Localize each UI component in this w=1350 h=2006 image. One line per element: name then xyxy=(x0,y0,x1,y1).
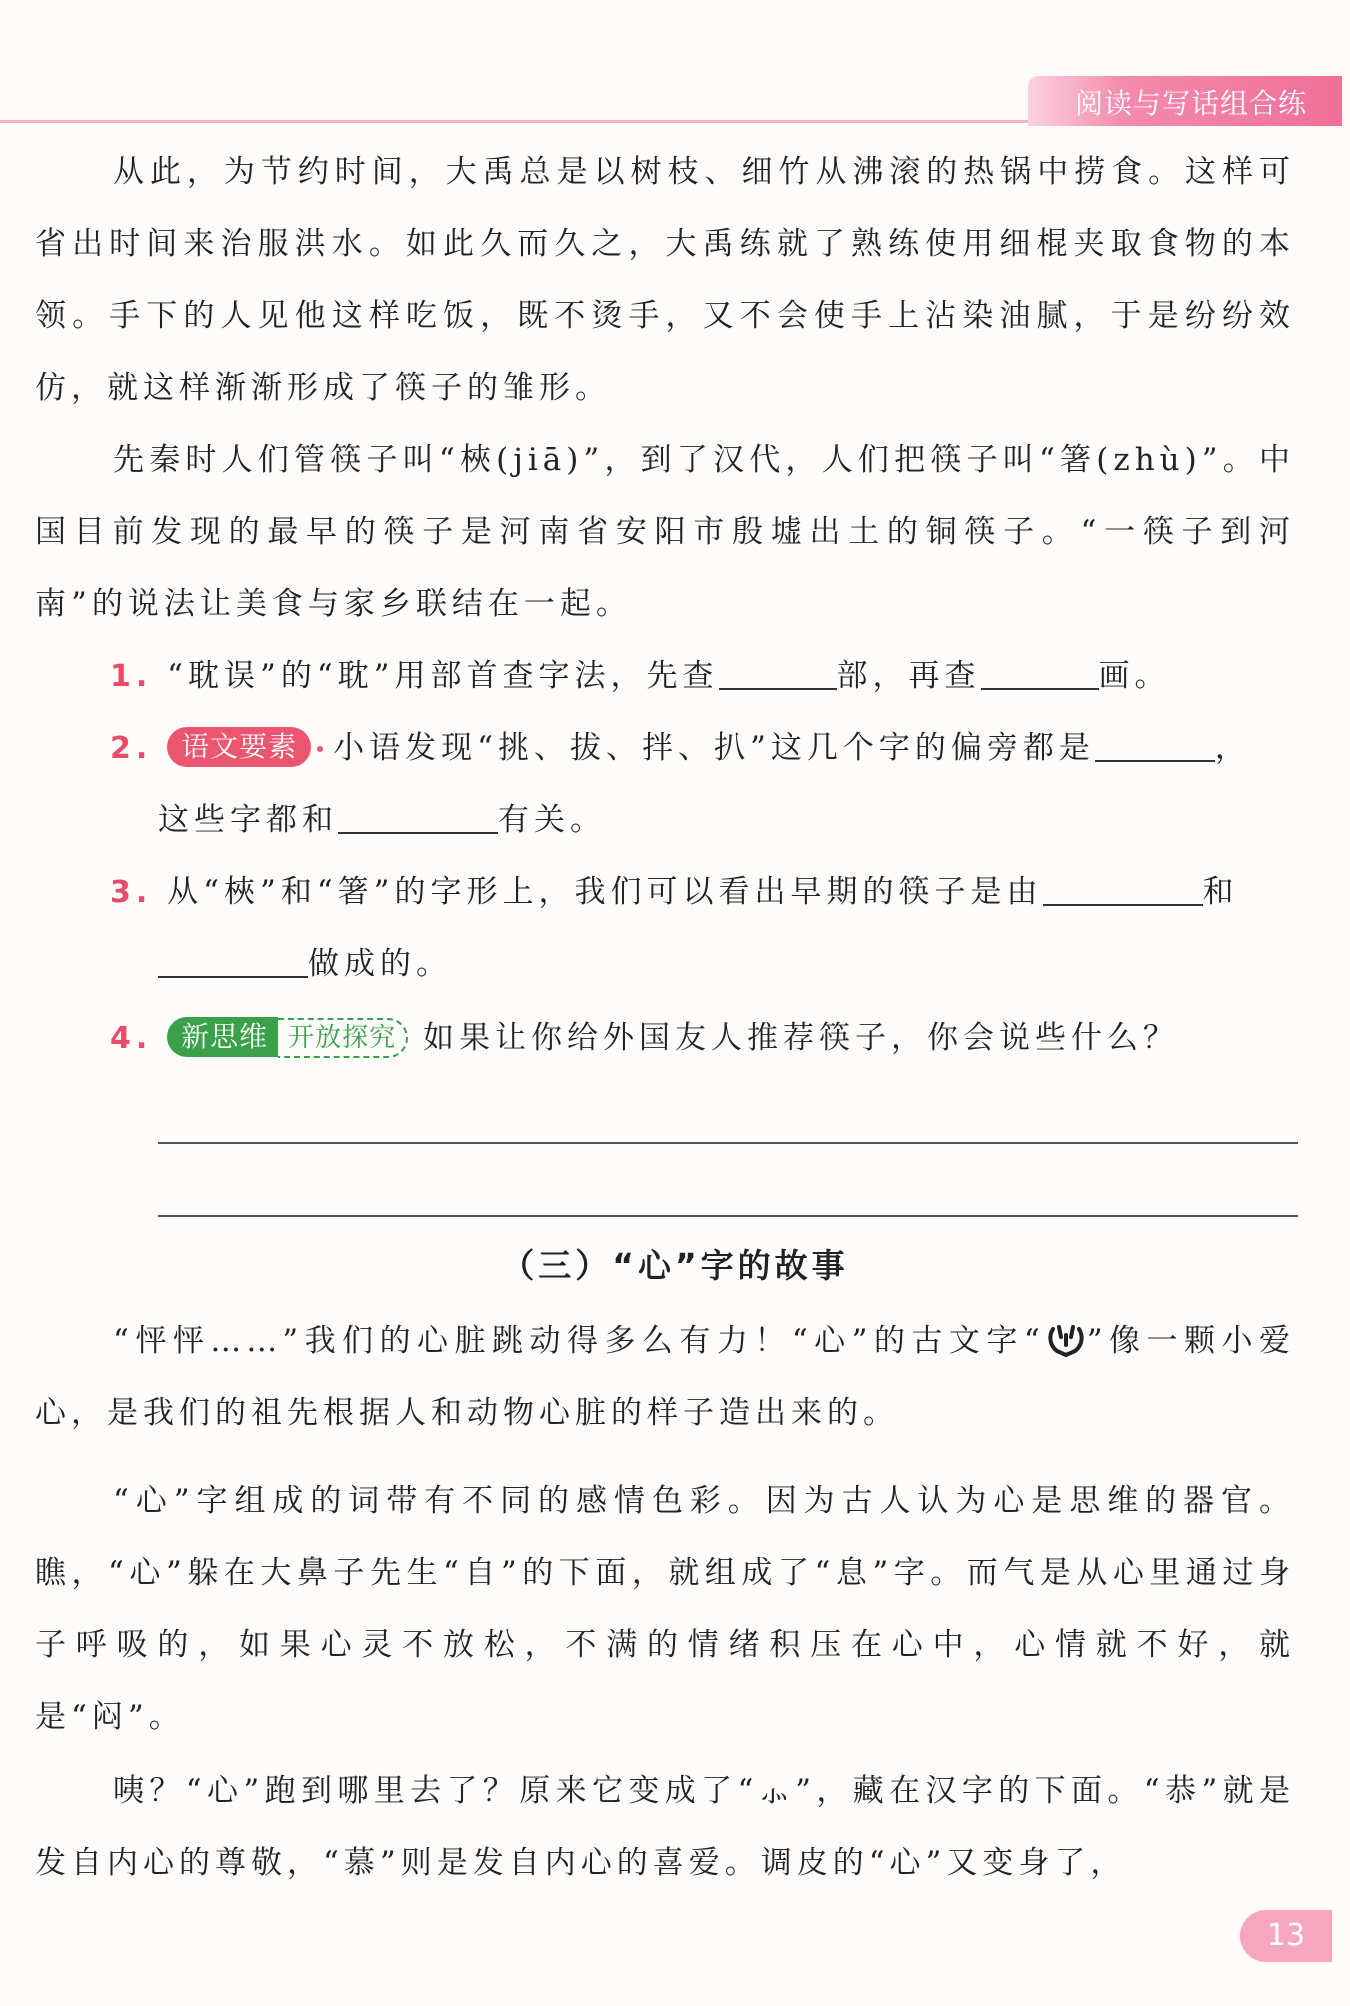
ancient-heart-glyph-icon xyxy=(1045,1319,1087,1359)
question-text: 部，再查 xyxy=(836,658,981,694)
question-text: 小语发现“挑、拔、拌、扒”这几个字的偏旁都是 xyxy=(333,730,1095,766)
question-text: 做成的。 xyxy=(308,946,452,982)
question-number: 4. xyxy=(110,1021,153,1056)
question-text: 画。 xyxy=(1098,658,1171,694)
question-3-continued xyxy=(158,928,452,1000)
question-number: 3. xyxy=(110,875,153,910)
question-text: 这些字都和 xyxy=(158,802,338,838)
question-3 xyxy=(110,856,1239,929)
open-inquiry-label: 开放探究 xyxy=(278,1018,408,1058)
question-text: ， xyxy=(1214,730,1251,766)
chinese-elements-badge: 语文要素 xyxy=(167,727,311,767)
question-number: 1. xyxy=(110,659,153,694)
story-paragraph-2: “心”字组成的词带有不同的感情色彩。因为古人认为心是思维的器官。瞧，“心”躲在大鼻子先生“自”的下面，就组成了“息”字。而气是从心里通过身子呼吸的，如果心灵不放松，不满的情绪积压在心中，心情就不好，就是“闷”。 xyxy=(35,1483,1295,1735)
answer-line-1[interactable] xyxy=(158,1142,1298,1144)
passage-paragraph-1: 从此，为节约时间，大禹总是以树枝、细竹从沸滚的热锅中捞食。这样可省出时间来治服洪水。如此久而久之，大禹练就了熟练使用细棍夹取食物的本领。手下的人见他这样吃饭，既不烫手，又不会使手上沾染油腻，于是纷纷效仿，就这样渐渐形成了筷子的雏形。 xyxy=(35,154,1295,406)
answer-blank[interactable] xyxy=(158,942,308,978)
answer-blank[interactable] xyxy=(1095,726,1215,762)
story-paragraph-3: 咦？“心”跑到哪里去了？原来它变成了“⺗”，藏在汉字的下面。“恭”就是发自内心的尊敬，“慕”则是发自内心的喜爱。调皮的“心”又变身了， xyxy=(35,1773,1295,1881)
question-2 xyxy=(110,712,1251,785)
new-thinking-label: 新思维 xyxy=(167,1017,278,1057)
section-title: （三）“心”字的故事 xyxy=(501,1246,849,1285)
question-text: 如果让你给外国友人推荐筷子，你会说些什么？ xyxy=(423,1020,1180,1056)
page-number: 13 xyxy=(1240,1910,1332,1962)
passage-paragraph-2: 先秦时人们管筷子叫“梜(jiā)”，到了汉代，人们把筷子叫“箸(zhù)”。中国目前发现的最早的筷子是河南省安阳市殷墟出土的铜筷子。“一筷子到河南”的说法让美食与家乡联结在一起。 xyxy=(35,442,1295,622)
question-text: 有关。 xyxy=(498,802,606,838)
answer-blank[interactable] xyxy=(1043,870,1203,906)
question-2-continued xyxy=(158,784,606,856)
story-text: “怦怦……”我们的心脏跳动得多么有力！“心”的古文字“ xyxy=(113,1323,1045,1359)
bullet-dot xyxy=(317,746,323,752)
question-text: 从“梜”和“箸”的字形上，我们可以看出早期的筷子是由 xyxy=(167,874,1043,910)
answer-blank[interactable] xyxy=(338,798,498,834)
answer-blank[interactable] xyxy=(719,654,837,690)
question-text: “耽误”的“耽”用部首查字法，先查 xyxy=(167,658,719,694)
question-1 xyxy=(110,640,1171,713)
story-paragraph-1 xyxy=(35,1305,1295,1449)
answer-line-2[interactable] xyxy=(158,1215,1298,1217)
story-text: ”像一颗小爱心，是我们的祖先根据人和动物心脏的样子造出来的。 xyxy=(35,1323,1295,1431)
question-number: 2. xyxy=(110,731,153,766)
section-tab-label: 阅读与写话组合练 xyxy=(1075,87,1308,120)
question-4 xyxy=(110,1000,1179,1075)
new-thinking-badge xyxy=(167,1000,408,1072)
answer-blank[interactable] xyxy=(981,654,1099,690)
question-text: 和 xyxy=(1202,874,1239,910)
